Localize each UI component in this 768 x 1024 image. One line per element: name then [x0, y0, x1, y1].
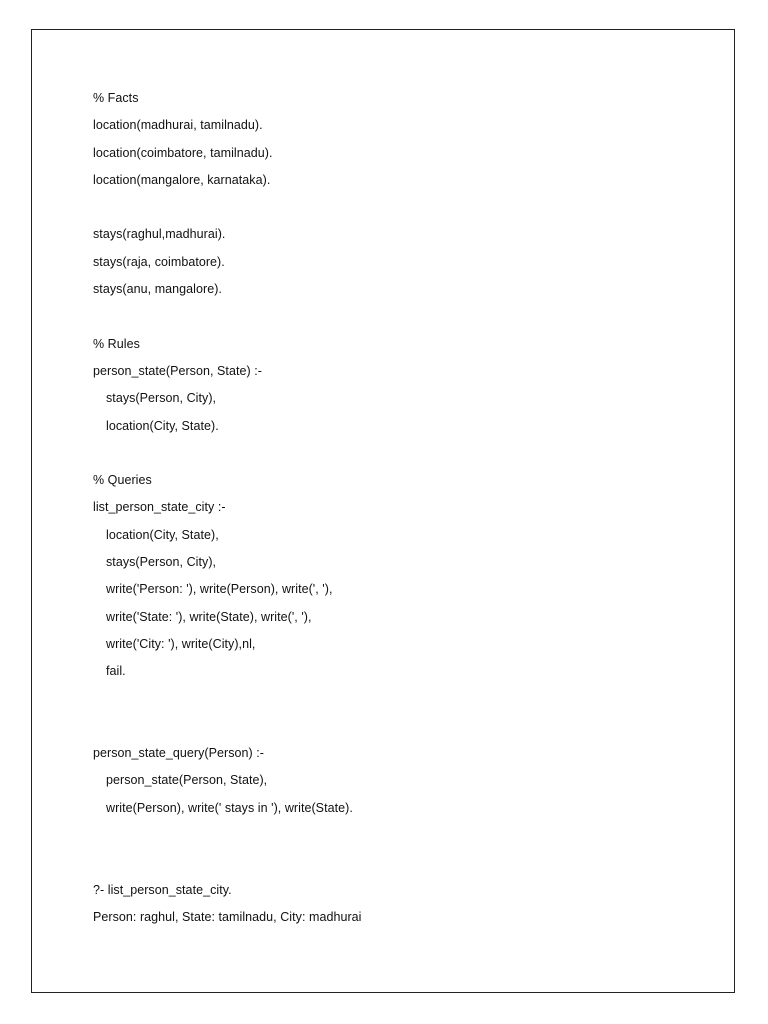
code-line: person_state(Person, State), — [106, 773, 268, 788]
code-line: person_state(Person, State) :- — [93, 363, 262, 378]
code-line: location(City, State), — [106, 527, 219, 542]
prolog-code-block — [93, 85, 362, 931]
blank-line — [93, 713, 362, 740]
code-line: fail. — [106, 664, 126, 679]
blank-line — [93, 849, 362, 876]
code-line: stays(raghul,madhurai). — [93, 227, 226, 242]
document-page — [31, 29, 735, 993]
code-line: location(madhurai, tamilnadu). — [93, 118, 263, 133]
blank-line — [93, 303, 362, 330]
code-line: person_state_query(Person) :- — [93, 746, 264, 761]
code-line: write('State: '), write(State), write(', '), — [106, 609, 312, 624]
blank-line — [93, 822, 362, 849]
code-line: write('City: '), write(City),nl, — [106, 636, 256, 651]
code-comment-line: % Facts — [93, 91, 139, 105]
code-line: stays(Person, City), — [106, 391, 217, 406]
blank-line — [93, 686, 362, 713]
code-line: location(coimbatore, tamilnadu). — [93, 145, 273, 160]
query-line: ?- list_person_state_city. — [93, 882, 232, 897]
code-line: stays(raja, coimbatore). — [93, 254, 225, 269]
code-line: Person: raghul, State: tamilnadu, City: madhurai — [93, 909, 362, 924]
blank-line — [93, 440, 362, 467]
code-line: stays(anu, mangalore). — [93, 282, 222, 297]
code-line: list_person_state_city :- — [93, 500, 226, 515]
code-comment-line: % Queries — [93, 473, 152, 488]
code-line: location(City, State). — [106, 418, 219, 433]
code-line: write('Person: '), write(Person), write(', '), — [106, 582, 333, 597]
code-comment-line: % Rules — [93, 336, 140, 351]
blank-line — [93, 194, 362, 221]
code-line: stays(Person, City), — [106, 555, 217, 570]
code-line: location(mangalore, karnataka). — [93, 172, 271, 187]
code-line: write(Person), write(' stays in '), write(State). — [106, 800, 353, 815]
